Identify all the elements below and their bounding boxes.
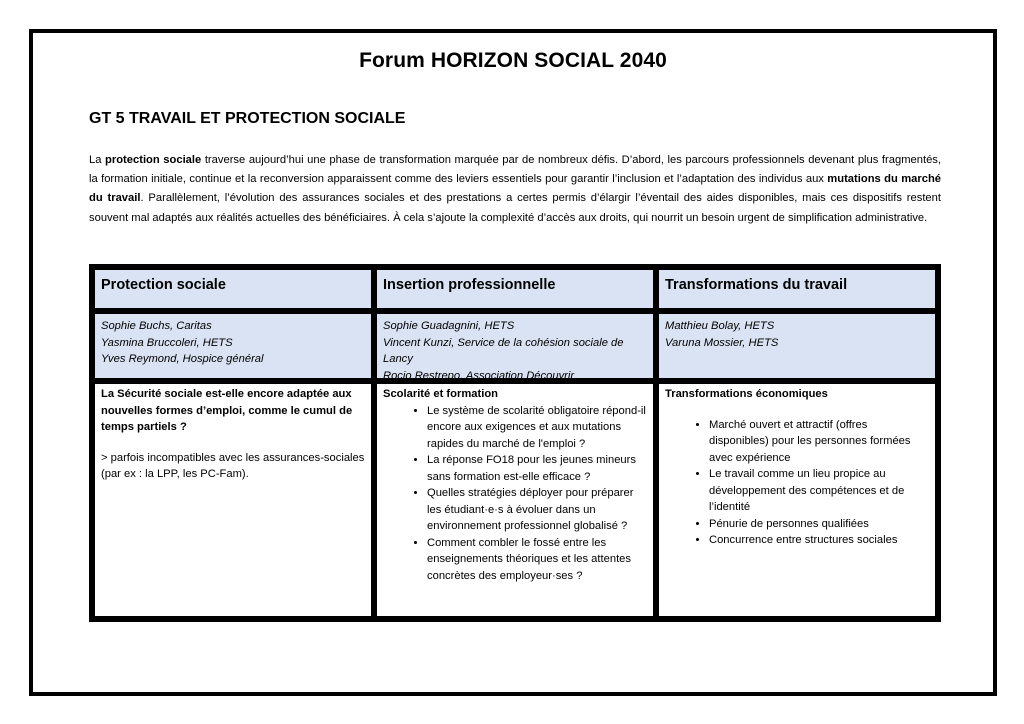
topic-cell (374, 381, 656, 619)
section-title: GT 5 TRAVAIL ET PROTECTION SOCIALE (89, 110, 406, 127)
participants-cell (656, 311, 938, 381)
topic-cell (92, 381, 374, 619)
list-item: • Marché ouvert et attractif (offres disponibles) pour les personnes formées avec expérience (709, 417, 929, 467)
intro-bold-term: mutations du marché du travail (89, 173, 942, 205)
participant-name: Matthieu Bolay, HETS (665, 320, 775, 332)
intro-paragraph (89, 151, 941, 228)
topic-text: > parfois incompatibles avec les assurances-sociales (par ex : la LPP, les PC-Fam). (101, 451, 365, 480)
column-header: Protection sociale (101, 277, 226, 293)
list-item: • Le système de scolarité obligatoire répond-il encore aux exigences et aux mutations rapides du marché de l'emploi ? (427, 403, 647, 453)
participant-name: Yves Reymond, Hospice général (101, 353, 264, 365)
participant-name: Sophie Buchs, Caritas (101, 320, 212, 332)
intro-text: . Parallèlement, l’évolution des assurances sociales et des prestations a certes permis d’élargir l’éventail des aides disponibles, mais ces dispositifs restent souvent mal adaptés aux réalités actuelles des bénéficiaires. À cela s’ajoute la complexité d’accès aux droits, qui nourrit un besoin urgent de simplification administrative. (89, 192, 941, 224)
topic-bullet-list (383, 403, 647, 585)
participant-name: Sophie Guadagnini, HETS (383, 320, 515, 332)
participant-name: Vincent Kunzi, Service de la cohésion sociale de Lancy (383, 336, 624, 365)
column-header: Insertion professionnelle (383, 277, 556, 293)
intro-text: traverse aujourd’hui une phase de transformation marquée par de nombreux défis. D’abord, les parcours professionnels devenant plus fragmentés, la formation initiale, continue et la reconversion apparaissent comme des leviers essentiels pour garantir l’inclusion et l’adaptation des individus aux (89, 154, 941, 186)
list-item: • Comment combler le fossé entre les enseignements théoriques et les attentes concrètes des employeur·ses ? (427, 535, 647, 585)
list-item: • Quelles stratégies déployer pour préparer les étudiant·e·s à évoluer dans un environnement professionnel globalisé ? (427, 485, 647, 535)
topic-cell (656, 381, 938, 619)
participants-cell (92, 311, 374, 381)
participant-name: Yasmina Bruccoleri, HETS (101, 336, 233, 349)
page-title: Forum HORIZON SOCIAL 2040 (359, 49, 667, 72)
participant-name: Varuna Mossier, HETS (665, 336, 779, 349)
topic-heading: Transformations économiques (665, 388, 828, 400)
participant-name: Rocio Restrepo, Association Découvrir (383, 369, 575, 382)
page-frame (29, 29, 997, 696)
topic-heading: La Sécurité sociale est-elle encore adaptée aux nouvelles formes d’emploi, comme le cumul de temps partiels ? (101, 388, 353, 433)
table-body-row (92, 381, 938, 619)
column-header: Transformations du travail (665, 277, 848, 293)
list-item: • Concurrence entre structures sociales (709, 532, 929, 549)
list-item: • Le travail comme un lieu propice au développement des compétences et de l’identité (709, 466, 929, 516)
intro-bold-term: protection sociale (105, 154, 202, 166)
intro-text: La (89, 154, 106, 166)
topic-bullet-list (665, 417, 929, 549)
list-item: • La réponse FO18 pour les jeunes mineurs sans formation est-elle efficace ? (427, 452, 647, 485)
topic-heading: Scolarité et formation (383, 388, 499, 400)
topics-table (89, 264, 941, 622)
table-names-row (92, 311, 938, 381)
list-item: • Pénurie de personnes qualifiées (709, 516, 929, 533)
table-header-row (92, 267, 938, 311)
participants-cell (374, 311, 656, 381)
